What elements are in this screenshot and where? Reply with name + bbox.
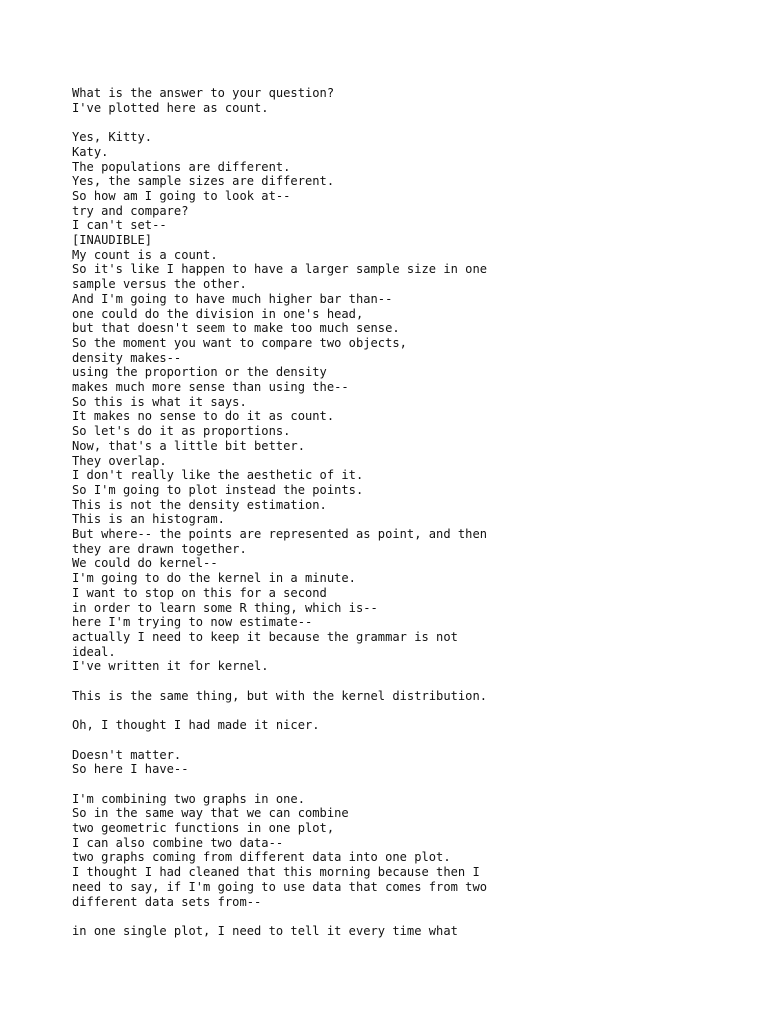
transcript-paragraph [72, 924, 712, 939]
transcript-line: My count is a count. [72, 247, 218, 262]
transcript-line: We could do kernel-- [72, 556, 218, 571]
transcript-line: I've plotted here as count. [72, 100, 269, 115]
transcript-line: sample versus the other. [72, 277, 247, 292]
transcript-line: they are drawn together. [72, 541, 247, 556]
transcript-line: ideal. [72, 644, 116, 659]
transcript-line: So this is what it says. [72, 394, 247, 409]
transcript-line: two graphs coming from different data into one plot. [72, 850, 451, 865]
transcript-line: I'm combining two graphs in one. [72, 791, 305, 806]
transcript-line: Doesn't matter. [72, 747, 182, 762]
transcript-line: The populations are different. [72, 159, 291, 174]
transcript-line: So in the same way that we can combine [72, 806, 349, 821]
transcript-line: actually I need to keep it because the grammar is not [72, 630, 458, 644]
transcript-line: I can't set-- [72, 218, 167, 233]
transcript-line: What is the answer to your question? [72, 86, 335, 100]
transcript-line: using the proportion or the density [72, 365, 327, 380]
transcript-paragraph [72, 689, 712, 704]
transcript-line: So the moment you want to compare two objects, [72, 335, 407, 350]
transcript-line: I'm going to do the kernel in a minute. [72, 571, 356, 586]
transcript-line: I can also combine two data-- [72, 835, 284, 850]
transcript-line: Now, that's a little bit better. [72, 438, 305, 453]
transcript-line: here I'm trying to now estimate-- [72, 615, 313, 630]
transcript-line: but that doesn't seem to make too much sense. [72, 321, 400, 336]
transcript-line: This is the same thing, but with the kernel distribution. [72, 688, 488, 703]
transcript-line: Yes, Kitty. [72, 130, 153, 145]
transcript-line: It makes no sense to do it as count. [72, 409, 335, 424]
transcript-paragraph [72, 86, 712, 115]
transcript-paragraph [72, 792, 712, 910]
transcript-line: So let's do it as proportions. [72, 424, 291, 439]
transcript-line: density makes-- [72, 350, 182, 365]
transcript-line: Katy. [72, 144, 109, 159]
transcript-line: And I'm going to have much higher bar than-- [72, 291, 393, 306]
transcript-page [72, 86, 712, 953]
transcript-line: This is not the density estimation. [72, 497, 327, 512]
transcript-line: They overlap. [72, 453, 167, 468]
transcript-paragraph [72, 748, 712, 777]
transcript-line: Oh, I thought I had made it nicer. [72, 718, 320, 733]
transcript-line: So it's like I happen to have a larger sample size in one [72, 262, 488, 277]
transcript-line: need to say, if I'm going to use data that comes from two [72, 879, 488, 894]
transcript-line: makes much more sense than using the-- [72, 380, 349, 395]
transcript-line: two geometric functions in one plot, [72, 821, 335, 836]
transcript-paragraph [72, 718, 712, 733]
transcript-paragraph [72, 130, 712, 674]
transcript-line: So I'm going to plot instead the points. [72, 482, 364, 497]
transcript-line: in order to learn some R thing, which is-- [72, 600, 378, 615]
transcript-line: I've written it for kernel. [72, 659, 269, 674]
transcript-line: But where-- the points are represented as point, and then [72, 527, 488, 542]
transcript-line: So here I have-- [72, 762, 189, 777]
transcript-line: try and compare? [72, 203, 189, 218]
transcript-line: I want to stop on this for a second [72, 585, 327, 600]
transcript-line: Yes, the sample sizes are different. [72, 174, 335, 189]
transcript-line: So how am I going to look at-- [72, 188, 291, 203]
transcript-line: [INAUDIBLE] [72, 233, 153, 248]
transcript-line: one could do the division in one's head, [72, 306, 364, 321]
transcript-line: different data sets from-- [72, 894, 262, 909]
transcript-line: This is an histogram. [72, 512, 225, 527]
transcript-line: I thought I had cleaned that this morning because then I [72, 865, 480, 880]
transcript-line: in one single plot, I need to tell it every time what [72, 923, 458, 938]
transcript-line: I don't really like the aesthetic of it. [72, 468, 364, 483]
